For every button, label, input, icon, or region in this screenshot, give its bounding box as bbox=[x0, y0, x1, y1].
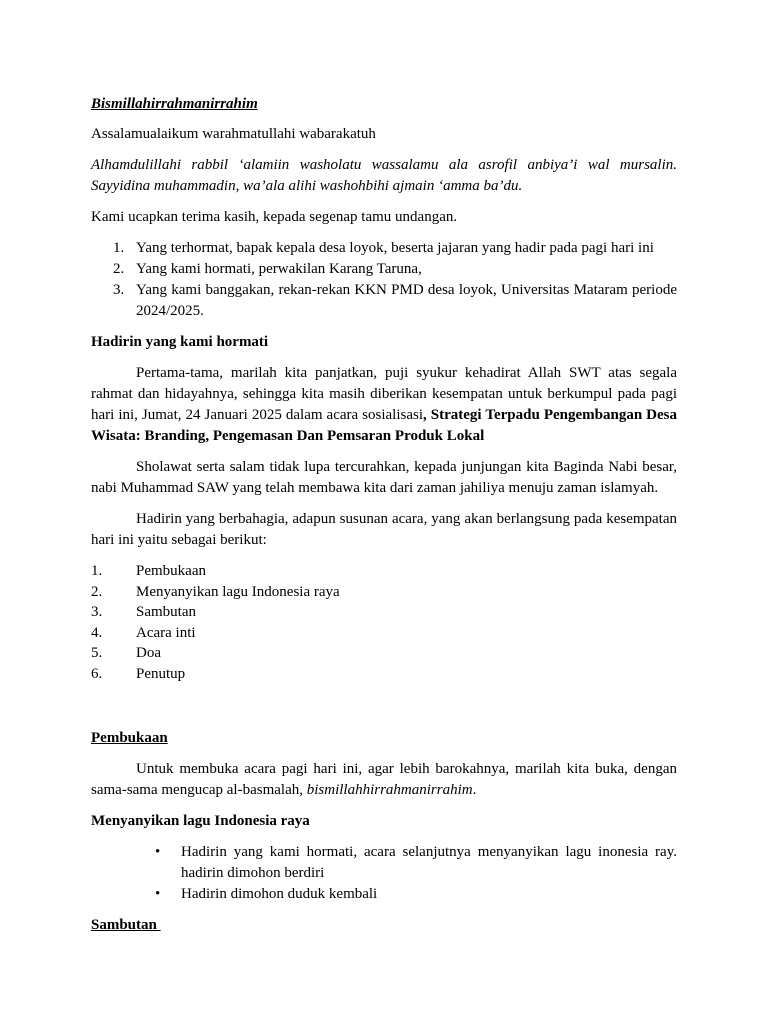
list-item bbox=[91, 238, 677, 259]
list-number: 1. bbox=[91, 563, 103, 579]
bullet-icon: • bbox=[155, 886, 161, 902]
list-number: 3. bbox=[113, 282, 125, 298]
gratitude-text: Pertama-tama, marilah kita panjatkan, puji syukur kehadirat Allah SWT atas segala rahmat dan hidayahnya, sehingga kita masih diberikan kesempatan untuk berkumpul pada pagi hari ini, Jumat, 24 Januari 2025 dalam acara sosialisasi bbox=[91, 365, 677, 423]
list-item-text: Hadirin yang kami hormati, acara selanjutnya menyanyikan lagu inonesia ray. hadirin dimohon berdiri bbox=[181, 844, 677, 881]
agenda-intro-paragraph: Hadirin yang berbahagia, adapun susunan acara, yang akan berlangsung pada kesempatan hari ini yaitu sebagai berikut: bbox=[91, 511, 677, 548]
basmalah-text: bismillahhirrahmanirrahim bbox=[306, 782, 473, 798]
list-number: 2. bbox=[113, 261, 125, 277]
list-item bbox=[91, 664, 677, 685]
pembukaan-paragraph bbox=[91, 759, 677, 801]
list-number: 5. bbox=[91, 645, 103, 661]
list-item-text: Yang kami hormati, perwakilan Karang Taruna, bbox=[136, 261, 422, 277]
list-item bbox=[91, 582, 677, 603]
list-number: 6. bbox=[91, 665, 103, 682]
greetings-list bbox=[91, 238, 677, 322]
list-item-text: Acara inti bbox=[136, 624, 196, 641]
sholawat-paragraph: Sholawat serta salam tidak lupa tercurahkan, kepada junjungan kita Baginda Nabi besar, nabi Muhammad SAW yang telah membawa kita dari zaman jahiliya menuju zaman islamyah. bbox=[91, 459, 677, 496]
section-heading-lagu: Menyanyikan lagu Indonesia raya bbox=[91, 813, 310, 829]
section-heading-pembukaan: Pembukaan bbox=[91, 730, 168, 746]
list-item bbox=[91, 842, 677, 884]
list-item-text: Sambutan bbox=[136, 604, 196, 620]
thanks-text: Kami ucapkan terima kasih, kepada segenap tamu undangan. bbox=[91, 209, 458, 225]
list-number: 2. bbox=[91, 583, 103, 600]
list-item bbox=[91, 623, 677, 644]
list-item-text: Yang terhormat, bapak kepala desa loyok, beserta jajaran yang hadir pada pagi hari ini bbox=[136, 240, 654, 256]
list-item-text: Doa bbox=[136, 645, 161, 661]
event-title-text: , Strategi Terpadu Pengembangan Desa Wisata: Branding, Pengemasan Dan Pemsaran Produk Lokal bbox=[91, 407, 677, 444]
salam-text: Assalamualaikum warahmatullahi wabarakatuh bbox=[91, 126, 376, 142]
list-item bbox=[91, 643, 677, 664]
list-item-text: Penutup bbox=[136, 665, 186, 682]
list-number: 4. bbox=[91, 624, 103, 641]
gratitude-paragraph bbox=[91, 363, 677, 447]
list-item-text: Pembukaan bbox=[136, 563, 206, 579]
opening-prayer: Alhamdulillahi rabbil ‘alamiin washolatu wassalamu ala asrofil anbiya’i wal mursalin. Sayyidina muhammadin, wa’ala alihi washohbihi ajmain ‘amma ba’du. bbox=[91, 157, 677, 194]
lagu-bullet-list bbox=[91, 842, 677, 905]
agenda-list bbox=[91, 561, 677, 684]
section-heading-sambutan: Sambutan bbox=[91, 917, 161, 933]
list-item-text: Hadirin dimohon duduk kembali bbox=[181, 886, 378, 902]
pembukaan-text: Untuk membuka acara pagi hari ini, agar lebih barokahnya, marilah kita buka, dengan sama-sama mengucap al-basmalah, bbox=[91, 761, 677, 798]
pembukaan-end: . bbox=[472, 782, 477, 798]
list-item-text: Yang kami banggakan, rekan-rekan KKN PMD desa loyok, Universitas Mataram periode 2024/2025. bbox=[136, 282, 677, 319]
list-number: 1. bbox=[113, 240, 125, 256]
list-item bbox=[91, 280, 677, 322]
list-number: 3. bbox=[91, 604, 103, 620]
list-item bbox=[91, 259, 677, 280]
list-item bbox=[91, 561, 677, 582]
section-spacer bbox=[91, 684, 677, 728]
document-title: Bismillahirrahmanirrahim bbox=[91, 96, 258, 112]
list-item bbox=[91, 884, 677, 905]
audience-heading: Hadirin yang kami hormati bbox=[91, 334, 269, 350]
bullet-icon: • bbox=[155, 844, 161, 860]
list-item-text: Menyanyikan lagu Indonesia raya bbox=[136, 583, 340, 600]
list-item bbox=[91, 602, 677, 623]
